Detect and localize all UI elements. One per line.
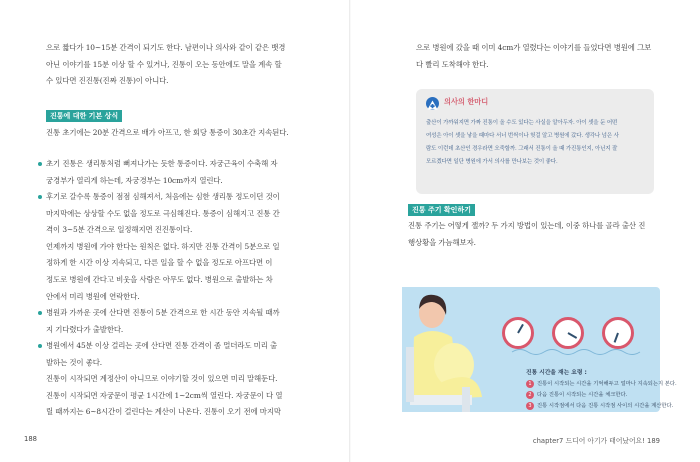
bullet-dot <box>38 311 42 315</box>
text-line: 수 있다면 진진통(진짜 진통)이 아니다. <box>46 76 169 86</box>
legend-step: 1 진통이 시작되는 시간을 기억해두고 얼마나 지속되는지 본다. <box>526 379 677 390</box>
clock-icon <box>552 317 584 349</box>
bullet-text: 병원과 가까운 곳에 산다면 진통이 5분 간격으로 한 시간 동안 지속될 때까 지 기다렸다가 출발한다. <box>46 308 280 334</box>
doctor-tip-box <box>416 89 654 194</box>
top-paragraph <box>46 40 304 90</box>
bullet-text: 초기 진통은 생리통처럼 뻐져나가는 듯한 통증이다. 자궁근육이 수축해 자 궁경부가 열리게 하는데, 자궁경부는 10cm까지 열린다. <box>46 159 278 185</box>
bullet-text: 후기로 갈수록 통증이 점점 심해져서, 처음에는 심한 생리통 정도이던 것이 마지막에는 상상할 수도 없을 정도로 극심해진다. 통증이 심해지고 진통 간 격이 3~5분 간격으로 일정해지면 진진통이다. 언제까지 병원에 가야 한다는 원칙은 없다. 하지만 진통 간격이 5분으로 일 정하게 한 시간 이상 지속되고, 다른 일을 할 수 없을 정도로 아프다면 이 정도로 병원에 간다고 비웃을 사람은 아무도 없다. 병원으로 출발하는 차 안에서 미리 병원에 연락한다. <box>46 192 280 301</box>
bullet-dot <box>38 195 42 199</box>
bullet-text: 병원에서 45분 이상 걸리는 곳에 산다면 진통 간격이 좀 멀더라도 미리 출 발하는 것이 좋다. 진통이 시작되면 계정산이 아니므로 이야기할 것이 있으면 미리 말해둔다. 진통이 시작되면 자궁문이 평균 1시간에 1~2cm씩 열린다. 자궁문이 다 열 릴 때까지는 6~8시간이 걸린다는 계산이 나온다. 진통이 오기 전에 마지막 <box>46 341 283 417</box>
text-line: 아닌 이야기를 15분 이상 할 수 있거나, 진통이 오는 동안에도 말을 계속 할 <box>46 59 282 69</box>
pregnant-woman-illustration <box>402 287 492 412</box>
step-number: 2 <box>526 391 534 399</box>
chapter-title: 드디어 아기가 태어났어요! <box>565 437 645 445</box>
section-tag: 진통에 대한 기본 상식 <box>46 110 122 122</box>
chapter-label: chapter7 <box>532 437 564 445</box>
section-text: 진통 주기는 어떻게 잴까? 두 가지 방법이 있는데, 이중 하나를 골라 출산 진 행상황을 가늠해보자. <box>408 221 646 247</box>
clock-icon <box>602 317 634 349</box>
tip-title: 의사의 한마디 <box>444 97 489 106</box>
medical-cross-icon <box>426 97 439 110</box>
page-number: 188 <box>24 435 37 443</box>
step-number: 1 <box>526 380 534 388</box>
contraction-timing-illustration <box>402 287 677 412</box>
intro-line: 진통 초기에는 20분 간격으로 배가 아프고, 한 회당 통증이 30초간 지속된다. <box>46 128 289 137</box>
legend-step: 3 진통 시작점에서 다음 진통 시작점 사이의 시간을 계산한다. <box>526 401 677 412</box>
top-paragraph: 으로 병원에 갔을 때 이미 4cm가 열렸다는 이야기를 들었다면 병원에 그보 다 빨리 도착해야 한다. <box>416 43 652 69</box>
tip-text: 출산이 가까워지면 가짜 진통이 올 수도 있다는 사실을 알아두자. 아이 셋을 둔 어떤 여성은 아이 셋을 낳을 때마다 서너 번씩이나 헛걸 알고 병원에 갔다. 생각나 넘은 사 람도 이런데 초산인 경우라면 오죽할까. 그래서 진통이 올 때 가진통인지, 아닌지 잘 모르겠다면 일단 병원에 가서 의사를 만나보는 것이 좋다. <box>426 120 619 165</box>
bullet-dot <box>38 162 42 166</box>
wave-line <box>512 347 652 357</box>
bullet-dot <box>38 344 42 348</box>
step-number: 3 <box>526 402 534 410</box>
legend-title: 진통 시간을 재는 요령 : <box>526 370 587 376</box>
text-line: 으로 짧다가 10~15분 간격이 되기도 한다. 남편이나 의사와 같이 같은 뱃경 <box>46 43 286 52</box>
timing-legend <box>526 367 677 412</box>
legend-step: 2 다음 진통이 시작되는 시간을 체크한다. <box>526 390 677 401</box>
section-tag: 진통 주기 확인하기 <box>408 204 475 216</box>
page-number: 189 <box>647 437 660 445</box>
right-page <box>350 0 700 462</box>
clock-icon <box>502 317 534 349</box>
chapter-footer <box>533 435 660 445</box>
